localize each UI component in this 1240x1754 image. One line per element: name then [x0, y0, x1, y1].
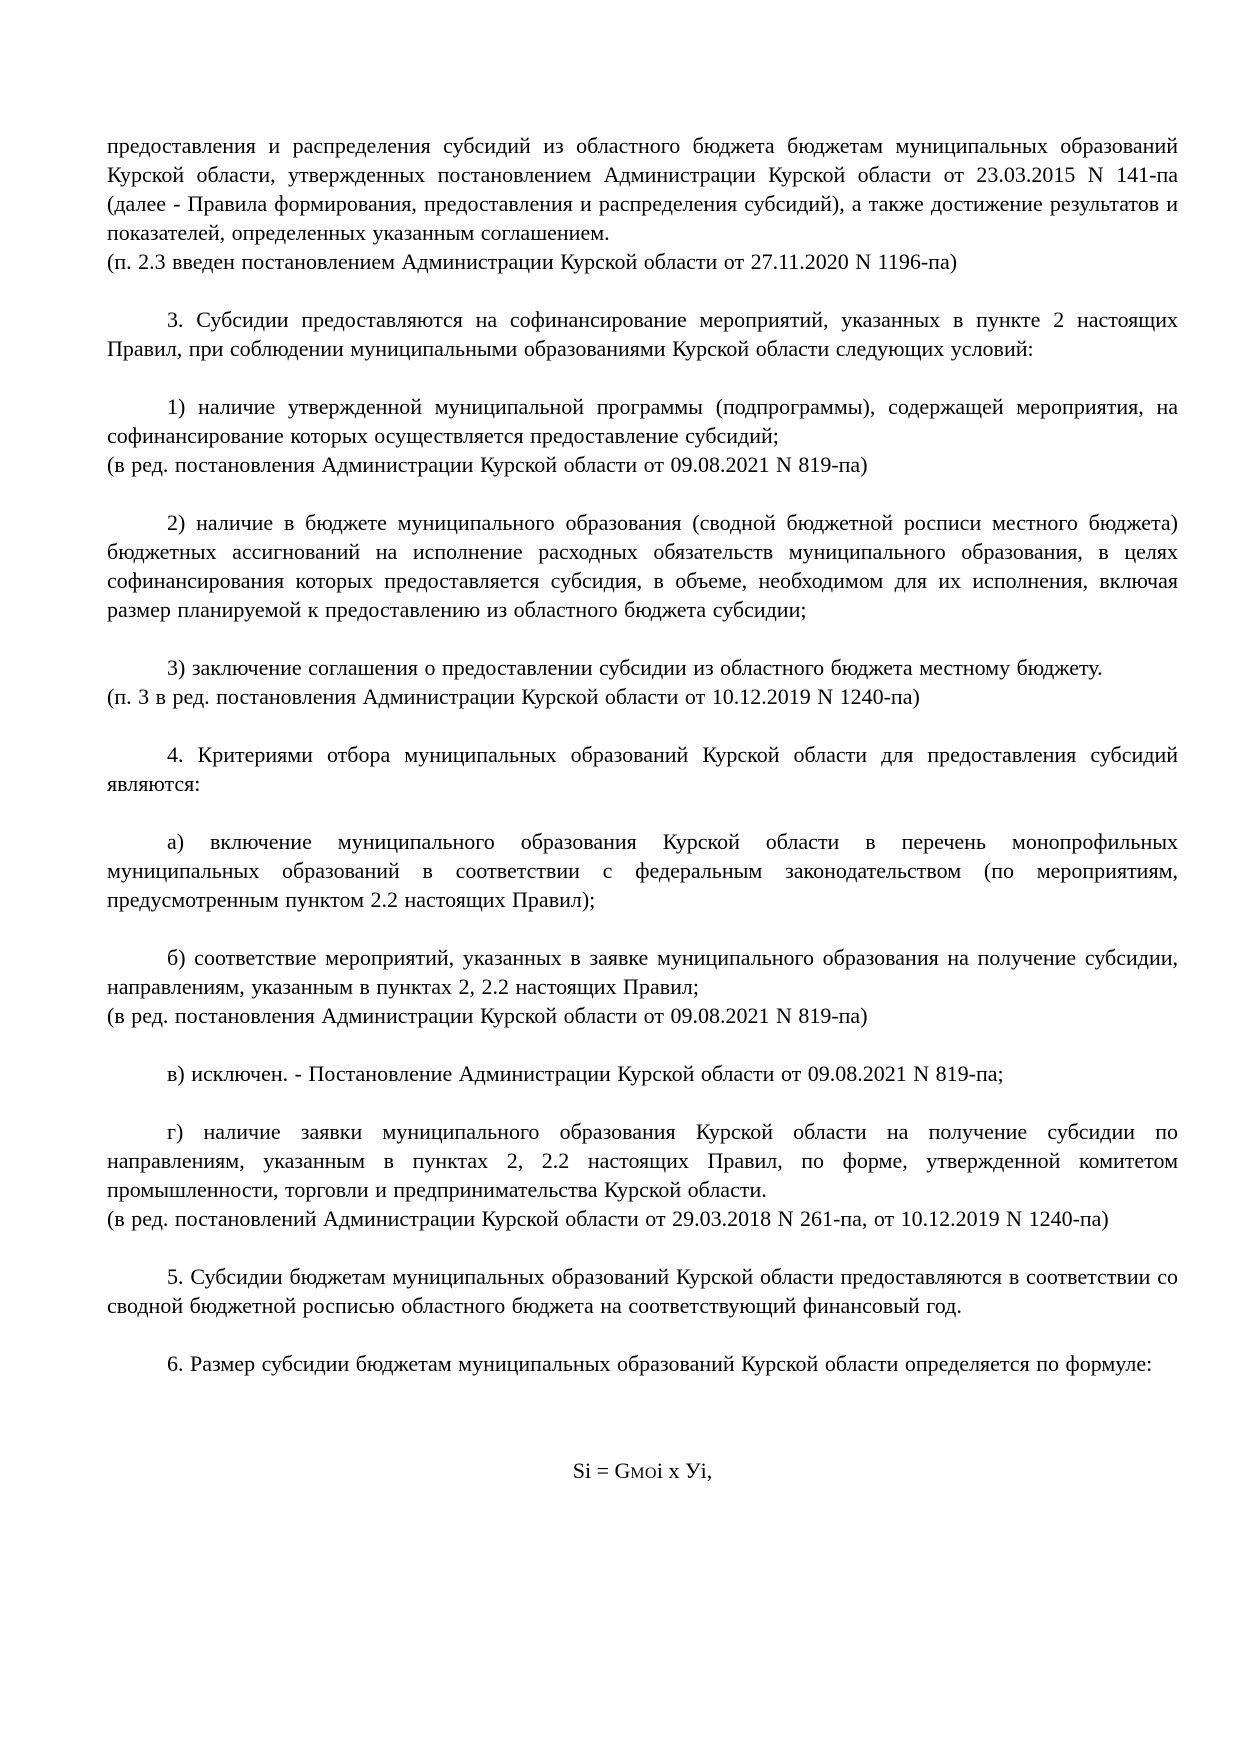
paragraph-subitem-b: б) соответствие мероприятий, указанных в заявке муниципального образования на получение субсидии, направлениям, указанным в пунктах 2, 2.2 настоящих Правил;: [107, 945, 1178, 999]
paragraph-item-3: 3. Субсидии предоставляются на софинансирование мероприятий, указанных в пункте 2 настоящих Правил, при соблюдении муниципальными образованиями Курской области следующих условий:: [107, 307, 1178, 361]
paragraph-subitem-v: в) исключен. - Постановление Администрации Курской области от 09.08.2021 N 819-па;: [167, 1061, 1004, 1086]
formula-mid: i x: [656, 1458, 686, 1483]
paragraph-item-5: 5. Субсидии бюджетам муниципальных образований Курской области предоставляются в соответствии со сводной бюджетной росписью областного бюджета на соответствующий финансовый год.: [107, 1264, 1178, 1318]
paragraph-item-6: 6. Размер субсидии бюджетам муниципальных образований Курской области определяется по формуле:: [167, 1351, 1153, 1376]
amendment-note: (в ред. постановлений Администрации Курской области от 29.03.2018 N 261-па, от 10.12.2019 N 1240-па): [107, 1206, 1109, 1231]
amendment-note: (в ред. постановления Администрации Курской области от 09.08.2021 N 819-па): [107, 1003, 868, 1028]
amendment-note: (п. 3 в ред. постановления Администрации Курской области от 10.12.2019 N 1240-па): [107, 684, 920, 709]
amendment-note: (в ред. постановления Администрации Курской области от 09.08.2021 N 819-па): [107, 452, 868, 477]
paragraph-continuation: предоставления и распределения субсидий из областного бюджета бюджетам муниципальных образований Курской области, утвержденных постановлением Администрации Курской области от 23.03.2015 N 141-па (далее - Правила формирования, предоставления и распределения субсидий), а также достижение результатов и показателей, определенных указанным соглашением.: [107, 133, 1178, 245]
amendment-note: (п. 2.3 введен постановлением Администрации Курской области от 27.11.2020 N 1196-па): [107, 249, 958, 274]
formula-subscript: МО: [630, 1465, 657, 1482]
paragraph-item-4: 4. Критериями отбора муниципальных образований Курской области для предоставления субсидий являются:: [107, 742, 1178, 796]
formula-pre: Si = G: [572, 1458, 631, 1483]
paragraph-subitem-3: 3) заключение соглашения о предоставлении субсидии из областного бюджета местному бюджету.: [167, 655, 1103, 680]
paragraph-subitem-a: а) включение муниципального образования Курской области в перечень монопрофильных муниципальных образований в соответствии с федеральным законодательством (по мероприятиям, предусмотренным пунктом 2.2 настоящих Правил);: [107, 829, 1178, 912]
formula-post: Уi,: [685, 1458, 713, 1483]
paragraph-subitem-2: 2) наличие в бюджете муниципального образования (сводной бюджетной росписи местного бюджета) бюджетных ассигнований на исполнение расходных обязательств муниципального образования, в целях софинансирования которых предоставляется субсидия, в объеме, необходимом для их исполнения, включая размер планируемой к предоставлению из областного бюджета субсидии;: [107, 510, 1178, 622]
paragraph-subitem-1: 1) наличие утвержденной муниципальной программы (подпрограммы), содержащей мероприятия, на софинансирование которых осуществляется предоставление субсидий;: [107, 394, 1178, 448]
subsidy-formula: [107, 1456, 1178, 1488]
paragraph-subitem-g: г) наличие заявки муниципального образования Курской области на получение субсидии по направлениям, указанным в пунктах 2, 2.2 настоящих Правил, по форме, утвержденной комитетом промышленности, торговли и предпринимательства Курской области.: [107, 1119, 1178, 1202]
